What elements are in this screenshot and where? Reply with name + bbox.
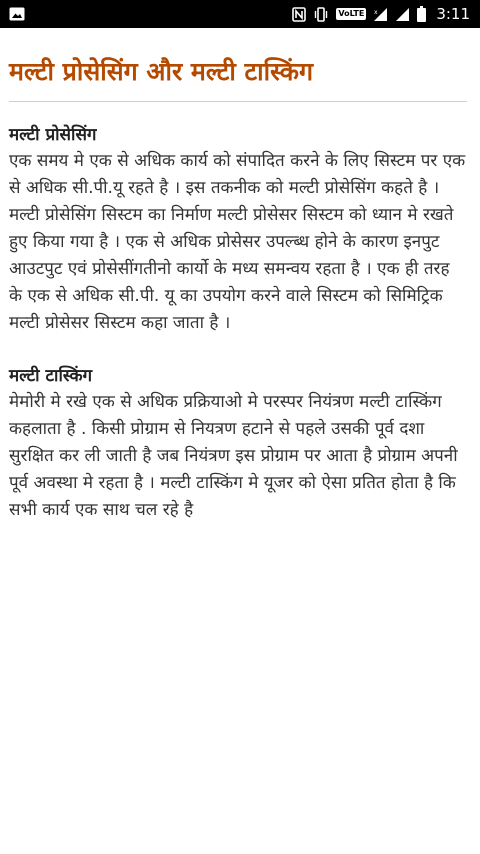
- section-heading: मल्टी प्रोसेसिंग: [9, 125, 97, 145]
- title-divider: [9, 101, 467, 102]
- status-time: 3:11: [436, 5, 470, 23]
- image-notification-icon: [9, 7, 25, 21]
- signal-icon: [395, 7, 410, 22]
- section-multiprocessing: [9, 122, 467, 337]
- vibrate-icon: [313, 7, 329, 22]
- section-body: मेमोरी मे रखे एक से अधिक प्रक्रियाओ मे परस्पर नियंत्रण मल्टी टास्किंग कहलाता है . किसी प्रोग्राम से नियत्रण हटाने से पहले उसकी पूर्व दशा सुरक्षित कर ली जाती है जब नियंत्रण इस प्रोग्राम पर आता है प्रोग्राम अपनी पूर्व अवस्था मे रहता है । मल्टी टास्किंग मे यूजर को ऐसा प्रतित होता है कि सभी कार्य एक साथ चल रहे है: [9, 392, 458, 520]
- status-icons: [292, 0, 470, 28]
- signal-x-icon: [373, 7, 388, 22]
- status-bar: [0, 0, 480, 28]
- svg-text:x: x: [374, 8, 378, 16]
- section-multitasking: [9, 363, 467, 524]
- article-content: [0, 28, 480, 854]
- battery-icon: [417, 6, 426, 22]
- nfc-icon: [292, 7, 306, 22]
- section-body: एक समय मे एक से अधिक कार्य को संपादित करने के लिए सिस्टम पर एक से अधिक सी.पी.यू रहते है । इस तकनीक को मल्टी प्रोसेसिंग कहते है । मल्टी प्रोसेसिंग सिस्टम का निर्माण मल्टी प्रोसेसर सिस्टम को ध्यान मे रखते हुए किया गया है । एक से अधिक प्रोसेसर उपल्ब्ध होने के कारण इनपुट आउटपुट एवं प्रोसेसींगतीनो कार्यो के मध्य समन्वय रहता है । एक ही तरह के एक से अधिक सी.पी. यू का उपयोग करने वाले सिस्टम को सिमिट्रिक मल्टी प्रोसेसर सिस्टम कहा जाता है ।: [9, 151, 466, 333]
- volte-badge: VoLTE: [338, 9, 365, 18]
- section-heading: मल्टी टास्किंग: [9, 366, 93, 386]
- page-title: मल्टी प्रोसेसिंग और मल्टी टास्किंग: [9, 57, 314, 86]
